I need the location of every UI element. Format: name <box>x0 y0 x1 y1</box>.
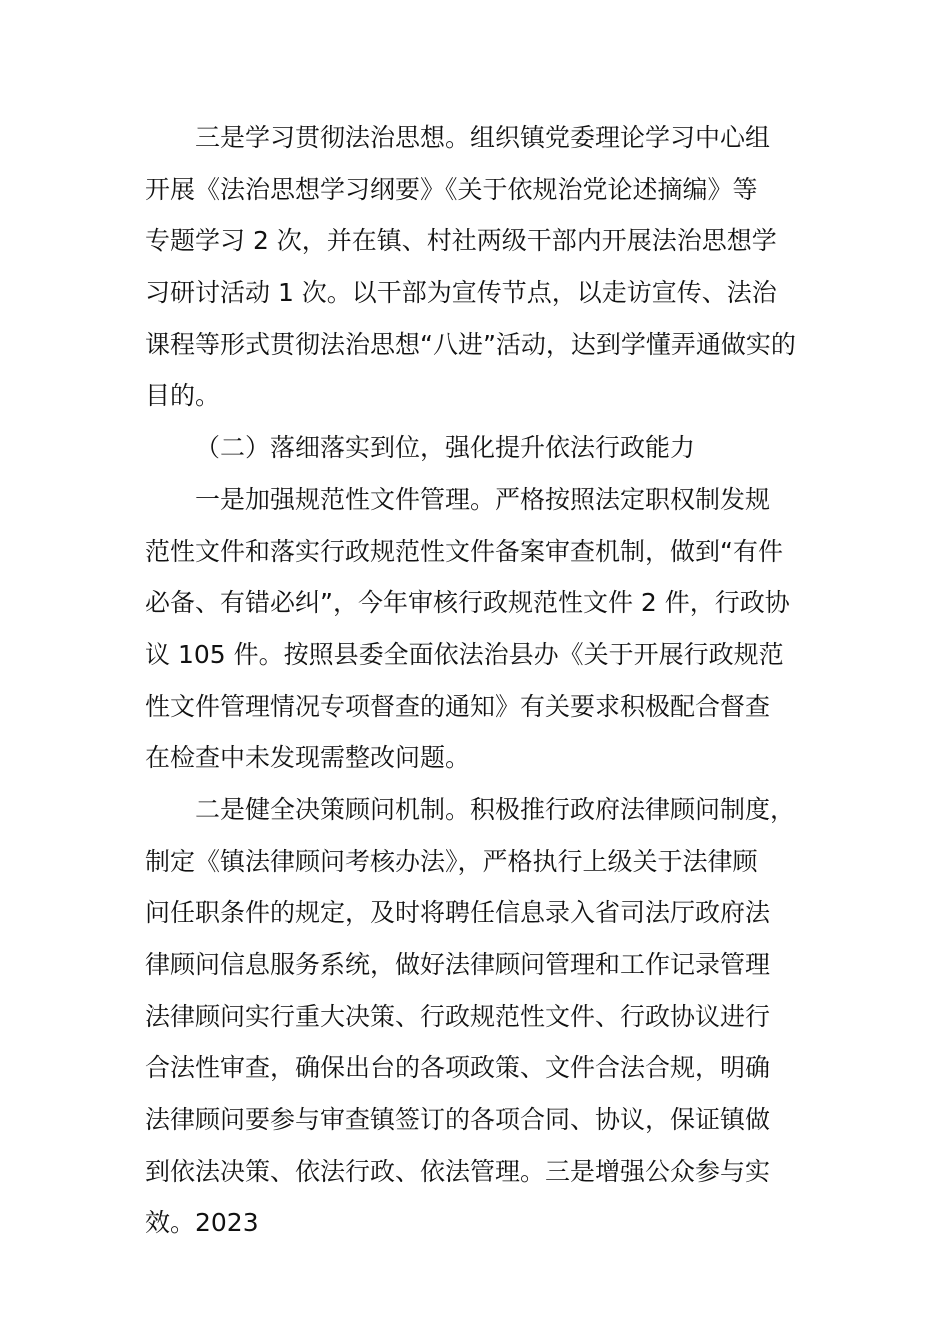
paragraph-line: 法律顾问要参与审查镇签订的各项合同、协议，保证镇做 <box>145 1105 771 1135</box>
paragraph-line: 开展《法治思想学习纲要》《关于依规治党论述摘编》等 <box>145 174 758 204</box>
paragraph-line: 专题学习 2 次，并在镇、村社两级干部内开展法治思想学 <box>145 226 777 256</box>
paragraph-line: 到依法决策、依法行政、依法管理。三是增强公众参与实 <box>145 1156 771 1186</box>
paragraph-line: 必备、有错必纠”，今年审核行政规范性文件 2 件，行政协 <box>145 588 790 618</box>
paragraph-line: 制定《镇法律顾问考核办法》，严格执行上级关于法律顾 <box>145 846 758 876</box>
paragraph-line: 习研讨活动 1 次。以干部为宣传节点，以走访宣传、法治 <box>145 278 777 308</box>
paragraph-line: 范性文件和落实行政规范性文件备案审查机制，做到“有件 <box>145 536 783 566</box>
paragraph-line: 合法性审查，确保出台的各项政策、文件合法合规，明确 <box>145 1053 771 1083</box>
paragraph-line: 一是加强规范性文件管理。严格按照法定职权制发规 <box>195 484 771 514</box>
paragraph-line: 法律顾问实行重大决策、行政规范性文件、行政协议进行 <box>145 1001 771 1031</box>
document-body <box>145 112 815 1249</box>
paragraph-line: 课程等形式贯彻法治思想“八进”活动，达到学懂弄通做实的 <box>145 329 796 359</box>
paragraph-line: 效。2023 <box>145 1208 259 1238</box>
paragraph-normative-documents <box>145 474 815 784</box>
section-heading: （二）落细落实到位，强化提升依法行政能力 <box>195 433 696 463</box>
paragraph-line: 在检查中未发现需整改问题。 <box>145 743 471 773</box>
paragraph-line: 三是学习贯彻法治思想。组织镇党委理论学习中心组 <box>195 123 771 152</box>
paragraph-study-legal-thought <box>145 112 815 422</box>
paragraph-line: 议 105 件。按照县委全面依法治县办《关于开展行政规范 <box>145 639 784 669</box>
paragraph-legal-advisor <box>145 784 815 1249</box>
paragraph-line: 律顾问信息服务系统，做好法律顾问管理和工作记录管理 <box>145 950 771 979</box>
paragraph-line: 问任职条件的规定，及时将聘任信息录入省司法厅政府法 <box>145 898 771 928</box>
paragraph-line: 性文件管理情况专项督查的通知》有关要求积极配合督查 <box>145 691 771 721</box>
paragraph-line: 二是健全决策顾问机制。积极推行政府法律顾问制度， <box>195 794 796 824</box>
paragraph-line: 目的。 <box>145 381 221 411</box>
